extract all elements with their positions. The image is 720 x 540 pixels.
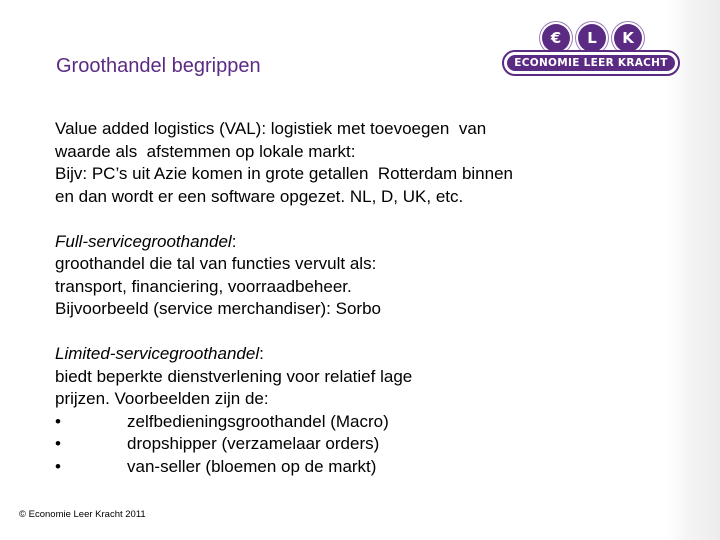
val-line: en dan wordt er een software opgezet. NL, D, UK, etc.: [55, 186, 464, 206]
list-item-text: dropshipper (verzamelaar orders): [127, 434, 380, 453]
val-line: Value added logistics (VAL): logistiek met toevoegen van: [55, 119, 487, 138]
full-service-heading-colon: :: [231, 231, 237, 251]
right-gradient-strip: [668, 0, 720, 540]
val-paragraph: [55, 118, 645, 208]
elk-logo: [502, 20, 682, 80]
logo-circle-l: L: [578, 24, 606, 52]
slide-body: [55, 118, 645, 501]
limited-service-line: biedt beperkte dienstverlening voor relatief lage: [55, 366, 413, 386]
full-service-line: Bijvoorbeeld (service merchandiser): Sorbo: [55, 299, 381, 318]
limited-service-paragraph: [55, 343, 645, 478]
limited-service-heading-colon: :: [259, 344, 264, 363]
list-item: [55, 433, 645, 456]
logo-circle-euro: €: [542, 24, 570, 52]
list-item: [55, 456, 645, 479]
full-service-heading: [55, 231, 645, 254]
slide-title: Groothandel begrippen: [56, 55, 261, 77]
list-item: [55, 411, 645, 434]
val-line: Bijv: PC’s uit Azie komen in grote getallen Rotterdam binnen: [55, 164, 513, 183]
bullet-icon: •: [55, 456, 61, 476]
limited-service-heading-text: Limited-servicegroothandel: [55, 344, 260, 363]
full-service-line: groothandel die tal van functies vervult als:: [55, 254, 377, 273]
logo-circle-k: K: [614, 24, 642, 52]
bullet-icon: •: [55, 434, 61, 453]
list-item-text: zelfbedieningsgroothandel (Macro): [127, 411, 389, 431]
full-service-line: transport, financiering, voorraadbeheer.: [55, 276, 352, 296]
full-service-heading-text: Full-servicegroothandel: [55, 231, 232, 251]
val-line: waarde als afstemmen op lokale markt:: [55, 141, 356, 161]
bullet-icon: •: [55, 411, 61, 431]
logo-circles: [542, 20, 642, 54]
full-service-paragraph: [55, 231, 645, 321]
list-item-text: van-seller (bloemen op de markt): [127, 456, 377, 476]
logo-bar-text: ECONOMIE LEER KRACHT: [507, 55, 675, 71]
copyright-footer: © Economie Leer Kracht 2011: [19, 509, 146, 520]
limited-service-line: prijzen. Voorbeelden zijn de:: [55, 389, 269, 408]
limited-service-heading: [55, 343, 645, 366]
logo-bar: [502, 50, 680, 76]
